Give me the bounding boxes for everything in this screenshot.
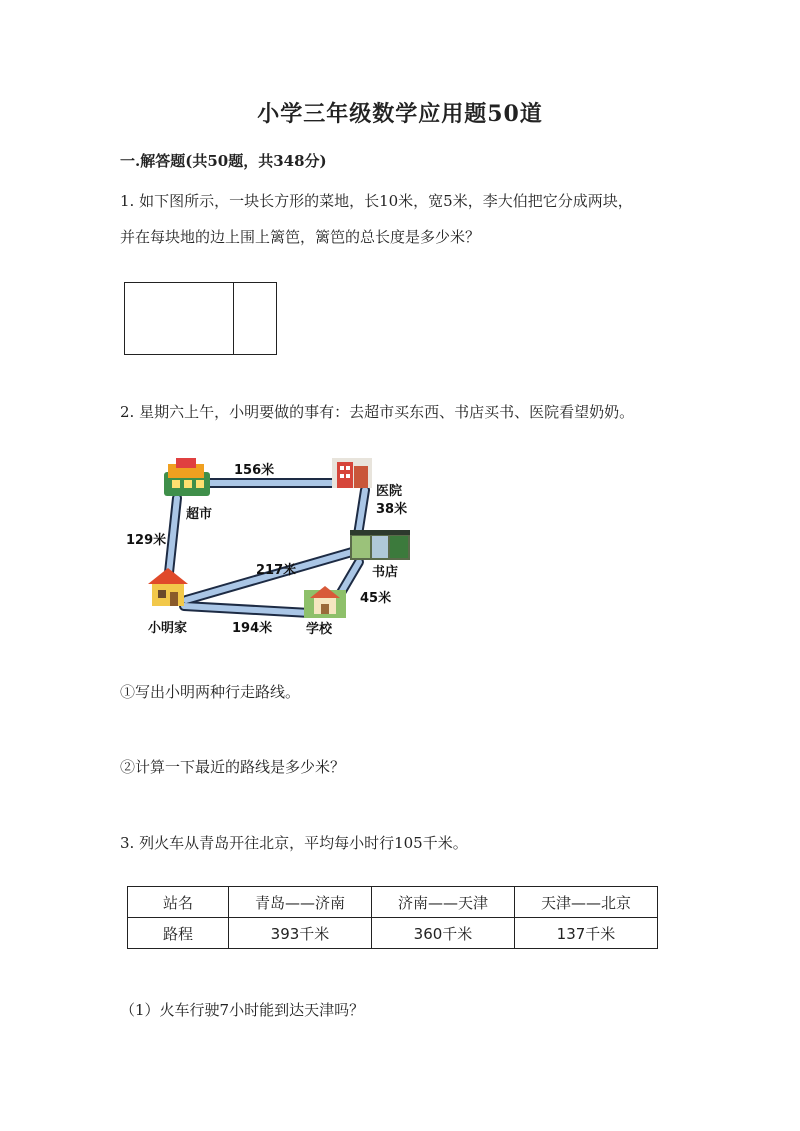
distance-home-school: 194米 — [232, 621, 273, 636]
question-1-line-1: 1. 如下图所示，一块长方形的菜地，长10米，宽5米，李大伯把它分成两块， — [120, 192, 633, 210]
hospital-label: 医院 — [376, 484, 403, 499]
table-cell: 393千米 — [229, 918, 372, 949]
distance-hospital-bookstore: 38米 — [376, 502, 408, 517]
supermarket-label: 超市 — [186, 507, 213, 522]
table-cell: 137千米 — [515, 918, 658, 949]
question-2-text: 2. 星期六上午，小明要做的事有：去超市买东西、书店买书、医院看望奶奶。 — [120, 403, 635, 421]
table-cell: 青岛——济南 — [229, 887, 372, 918]
home-icon — [148, 568, 188, 606]
supermarket-icon — [164, 458, 210, 496]
school-icon — [304, 586, 346, 618]
table-cell: 天津——北京 — [515, 887, 658, 918]
distance-home-bookstore: 217米 — [256, 563, 297, 578]
question-3-sub-1: （1）火车行驶7小时能到达天津吗？ — [120, 1001, 365, 1019]
table-cell: 站名 — [128, 887, 229, 918]
page-title: 小学三年级数学应用题50道 — [257, 101, 543, 127]
table-cell: 路程 — [128, 918, 229, 949]
question-3-text: 3. 列火车从青岛开往北京，平均每小时行105千米。 — [120, 834, 468, 852]
bookstore-label: 书店 — [372, 565, 399, 580]
distance-bookstore-school: 45米 — [360, 591, 392, 606]
bookstore-icon — [350, 530, 410, 560]
field-divider-line — [233, 283, 234, 354]
question-2-sub-2: ②计算一下最近的路线是多少米？ — [120, 758, 346, 776]
school-label: 学校 — [306, 622, 333, 637]
table-header-row — [128, 887, 658, 918]
distance-supermarket-home: 129米 — [126, 533, 167, 548]
home-label: 小明家 — [148, 621, 188, 636]
hospital-icon — [332, 458, 372, 488]
distance-supermarket-hospital: 156米 — [234, 463, 275, 478]
route-map — [120, 450, 420, 650]
question-2-sub-1: ①写出小明两种行走路线。 — [120, 683, 301, 701]
vegetable-field-diagram — [124, 282, 277, 355]
question-1-line-2: 并在每块地的边上围上篱笆，篱笆的总长度是多少米？ — [120, 228, 481, 246]
table-cell: 360千米 — [372, 918, 515, 949]
table-cell: 济南——天津 — [372, 887, 515, 918]
route-distance-table — [127, 886, 658, 949]
table-row — [128, 918, 658, 949]
section-heading: 一.解答题(共50题，共348分) — [120, 152, 327, 170]
